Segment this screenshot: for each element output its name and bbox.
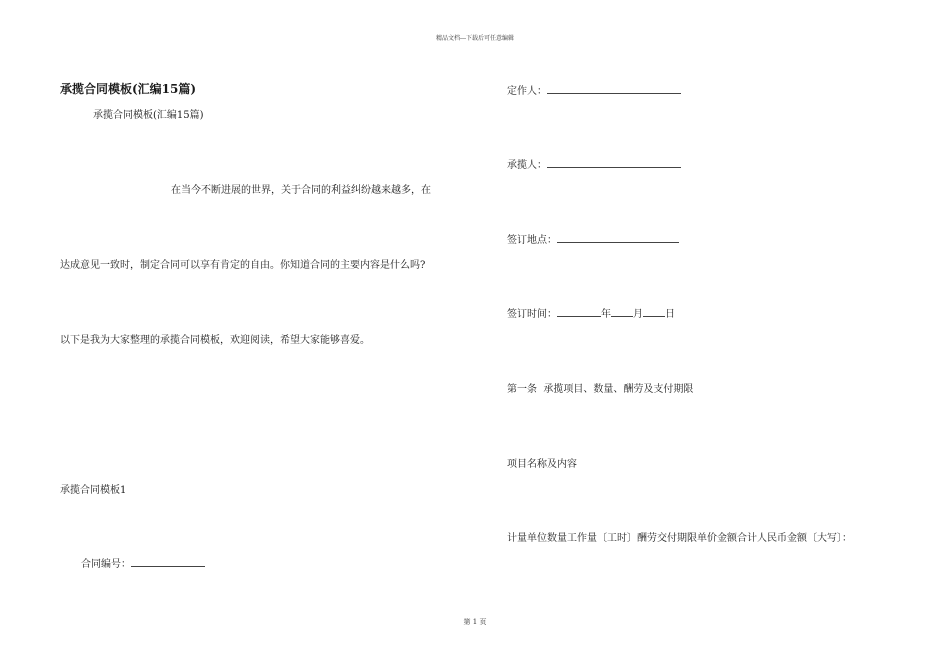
intro-paragraph-line-3: 以下是我为大家整理的承揽合同模板，欢迎阅读，希望大家能够喜爱。: [60, 335, 370, 346]
contract-number-blank: [131, 556, 205, 567]
orderer-row: [507, 82, 681, 97]
signing-time-label: 签订时间：: [507, 309, 557, 320]
month-label: 月: [633, 309, 643, 320]
contractor-blank: [547, 157, 681, 168]
signing-time-row: [507, 305, 675, 320]
item-name-heading: 项目名称及内容: [507, 459, 577, 470]
document-title: 承揽合同模板(汇编15篇): [60, 82, 197, 96]
month-blank: [611, 306, 633, 317]
contractor-label: 承揽人：: [507, 160, 547, 171]
page-header: 精品文档---下载后可任意编辑: [435, 35, 515, 42]
pricing-columns-row: 计量单位数量工作量〔工时〕酬劳交付期限单价金额合计人民币金额〔大写〕：: [507, 533, 852, 544]
intro-paragraph-line-2: 达成意见一致时，制定合同可以享有肯定的自由。你知道合同的主要内容是什么吗?: [60, 260, 426, 271]
contractor-row: [507, 156, 681, 171]
signing-place-label: 签订地点：: [507, 235, 557, 246]
orderer-blank: [547, 83, 681, 94]
contract-number-label: 合同编号：: [81, 559, 131, 570]
document-subtitle: 承揽合同模板(汇编15篇): [93, 110, 204, 121]
section-heading-template-1: 承揽合同模板1: [60, 485, 127, 496]
page-footer: 第 1 页: [463, 618, 487, 626]
contract-number-row: [81, 555, 205, 570]
orderer-label: 定作人：: [507, 86, 547, 97]
year-blank: [557, 306, 601, 317]
signing-place-row: [507, 231, 679, 246]
day-blank: [643, 306, 665, 317]
intro-paragraph-line-1: 在当今不断进展的世界，关于合同的利益纠纷越来越多，在: [171, 185, 431, 196]
article-1-heading: 第一条 承揽项目、数量、酬劳及支付期限: [507, 384, 694, 395]
year-label: 年: [601, 309, 611, 320]
day-label: 日: [665, 309, 675, 320]
signing-place-blank: [557, 232, 679, 243]
